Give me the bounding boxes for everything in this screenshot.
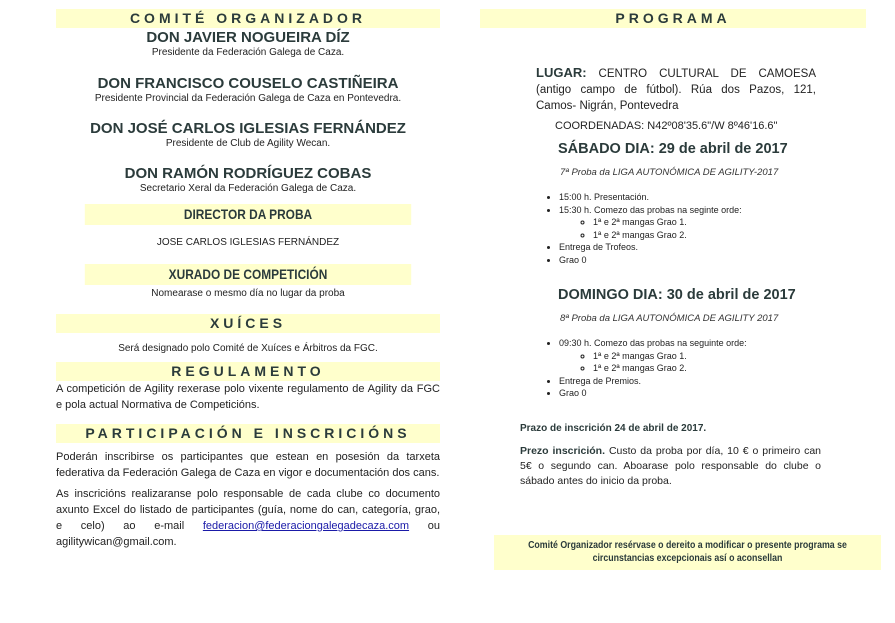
member-role: Secretario Xeral da Federación Galega de Caza.: [139, 183, 357, 194]
committee-member: [56, 29, 440, 58]
member-name: DON JAVIER NOGUEIRA DÍZ: [146, 29, 350, 46]
member-name: DON RAMÓN RODRÍGUEZ COBAS: [124, 165, 372, 182]
right-column: [480, 9, 866, 489]
sunday-subtitle: 8ª Proba da LIGA AUTONÓMICA DE AGILITY 2017: [560, 313, 779, 324]
list-item: • Entrega de Premios.: [559, 375, 866, 388]
prazo-text: Prazo de inscrición 24 de abril de 2017.: [520, 422, 707, 434]
saturday-subtitle: 7ª Proba da LIGA AUTONÓMICA DE AGILITY-2017: [560, 167, 779, 178]
lugar-text: CENTRO CULTURAL DE CAMOESA (antigo campo de fútbol). Rúa dos Pazos, 121, Camos- Nigrán, Pontevedra: [536, 68, 816, 112]
list-item-text: 15:30 h. Comezo das probas na seginte orde:: [559, 204, 742, 215]
committee-member: [56, 75, 440, 104]
member-name: DON FRANCISCO COUSELO CASTIÑEIRA: [97, 75, 399, 92]
sub-list-item: ◦ 1ª e 2ª mangas Grao 2.: [593, 362, 866, 375]
committee-member: [56, 165, 440, 194]
xurado-heading: XURADO DE COMPETICIÓN: [85, 264, 411, 285]
programa-heading: PROGRAMA: [480, 9, 866, 28]
member-role: Presidente Provincial da Federación Galega de Caza en Pontevedra.: [94, 93, 402, 104]
regulamento-text: A competición de Agility rexerase polo vixente regulamento de Agility da FGC e pola actual Normativa de Competicións.: [56, 383, 440, 411]
list-item: [559, 337, 866, 375]
participacion-p2-text: As inscricións realizaranse polo responsable de cada clube co documento axunto Excel do listado de participantes (guía, nome do can, categoría, grao, e celo) ao e-mail: [56, 488, 440, 532]
participacion-p1: Poderán inscribirse os participantes que estean en posesión da tarxeta federativa da Federación Galega de Caza en vigor e documentación dos cans.: [56, 451, 440, 479]
member-role: Presidente de Club de Agility Wecan.: [165, 138, 331, 149]
email-agility: agilitywican@gmail.com.: [56, 536, 177, 548]
director-heading: DIRECTOR DA PROBA: [85, 204, 411, 225]
saturday-schedule: [537, 191, 866, 266]
lugar-label: LUGAR:: [536, 65, 587, 80]
member-name: DON JOSÉ CARLOS IGLESIAS FERNÁNDEZ: [90, 120, 406, 137]
director-name: JOSE CARLOS IGLESIAS FERNÁNDEZ: [156, 237, 340, 248]
left-column: [56, 9, 440, 550]
list-item: • Grao 0: [559, 254, 866, 267]
coordenadas: COORDENADAS: N42º08'35.6"/W 8º46'16.6": [555, 120, 778, 132]
xuices-text: Será designado polo Comité de Xuíces e Árbitros da FGC.: [118, 343, 378, 354]
list-item: [559, 204, 866, 242]
participacion-heading: PARTICIPACIÓN E INSCRICIÓNS: [56, 424, 440, 443]
email-link-federacion[interactable]: federacion@federaciongalegadecaza.com: [202, 520, 410, 532]
organizer-note-text: Comité Organizador resérvase o dereito a modificar o presente programa se circunstancias excepcionais así o aconsellan: [528, 540, 847, 564]
xuices-heading: XUÍCES: [56, 314, 440, 333]
sub-list-item: ◦ 1ª e 2ª mangas Grao 1.: [593, 350, 866, 363]
member-role: Presidente da Federación Galega de Caza.: [151, 47, 345, 58]
committee-member: [56, 120, 440, 149]
prezo-block: [520, 444, 821, 489]
sub-list-item: ◦ 1ª e 2ª mangas Grao 1.: [593, 216, 866, 229]
lugar-block: [536, 65, 816, 114]
organizer-note: [494, 535, 881, 570]
sub-list-item: ◦ 1ª e 2ª mangas Grao 2.: [593, 229, 866, 242]
committee-heading: COMITÉ ORGANIZADOR: [56, 9, 440, 28]
xurado-text: Nomearase o mesmo día no lugar da proba: [151, 288, 345, 299]
list-item: • Grao 0: [559, 387, 866, 400]
saturday-title: SÁBADO DIA: 29 de abril de 2017: [558, 141, 788, 157]
list-item: • 15:00 h. Presentación.: [559, 191, 866, 204]
regulamento-heading: REGULAMENTO: [56, 362, 440, 381]
prezo-label: Prezo inscrición.: [520, 444, 606, 457]
list-item-text: 09:30 h. Comezo das probas na seguinte orde:: [559, 338, 747, 348]
list-item: • Entrega de Trofeos.: [559, 241, 866, 254]
prezo-text: Custo da proba por día, 10 € o primeiro can 5€ o segundo can. Aboarase polo responsable do clube o sábado antes do inicio da proba.: [520, 444, 821, 487]
sunday-schedule: [537, 337, 866, 400]
sunday-title: DOMINGO DIA: 30 de abril de 2017: [558, 287, 796, 303]
participacion-p2: [56, 486, 440, 550]
participacion-p2-or: ou: [409, 520, 441, 532]
